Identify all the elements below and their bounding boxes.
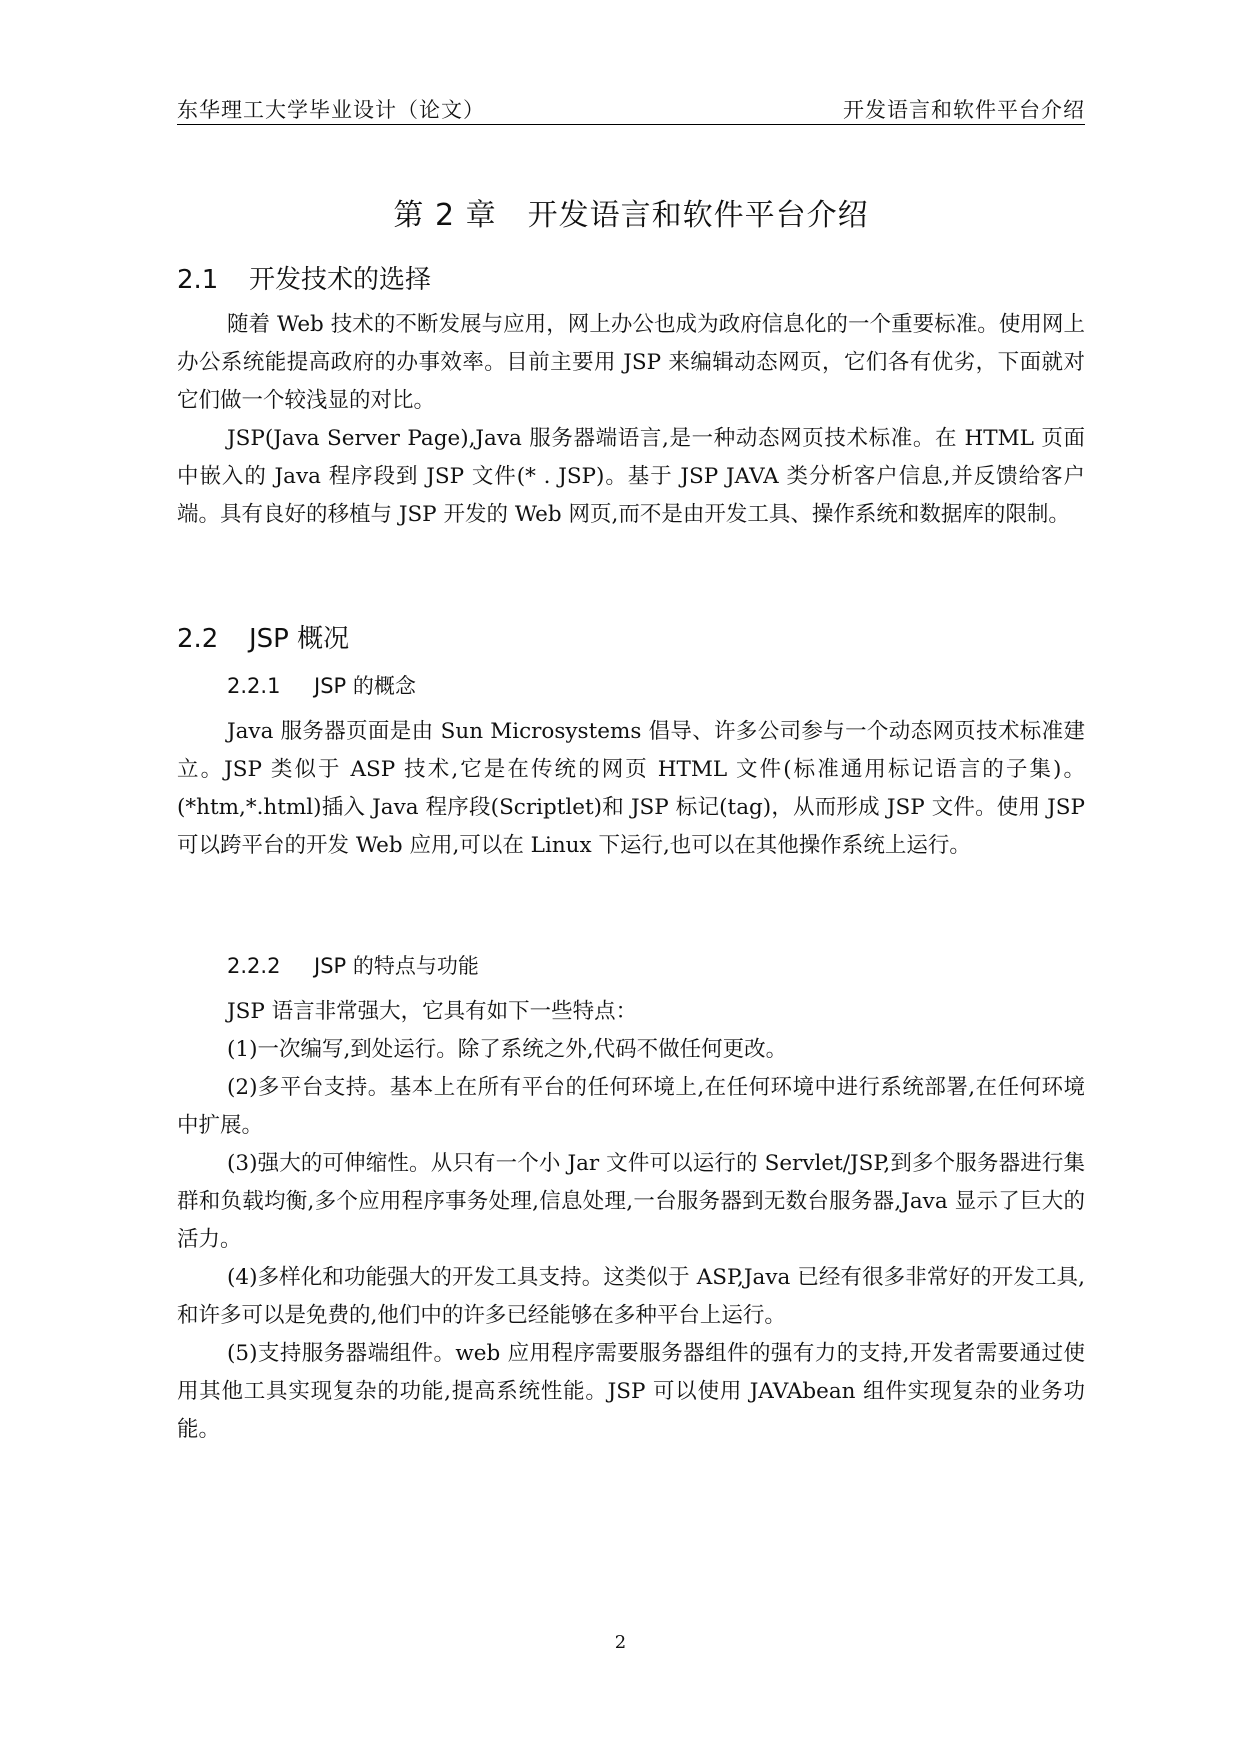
chapter-title: 第 2 章 开发语言和软件平台介绍: [393, 198, 869, 233]
page-header: [177, 94, 1085, 125]
paragraph: 随着 Web 技术的不断发展与应用，网上办公也成为政府信息化的一个重要标准。使用网上办公系统能提高政府的办事效率。目前主要用 JSP 来编辑动态网页，它们各有优劣，下面就对它们做一个较浅显的对比。: [177, 312, 1085, 413]
list-item: (3)强大的可伸缩性。从只有一个小 Jar 文件可以运行的 Servlet/JSP,到多个服务器进行集群和负载均衡,多个应用程序事务处理,信息处理,一台服务器到无数台服务器,Java 显示了巨大的活力。: [177, 1151, 1085, 1252]
section-number: 2.1: [177, 265, 219, 295]
subsection-title: JSP 的概念: [314, 674, 416, 698]
subsection-heading-2-2-2: [227, 950, 479, 980]
paragraph: Java 服务器页面是由 Sun Microsystems 倡导、许多公司参与一个动态网页技术标准建立。JSP 类似于 ASP 技术,它是在传统的网页 HTML 文件(标准通用标记语言的子集)。(*htm,*.html)插入 Java 程序段(Scriptlet)和 JSP 标记(tag)，从而形成 JSP 文件。使用 JSP 可以跨平台的开发 Web 应用,可以在 Linux 下运行,也可以在其他操作系统上运行。: [177, 719, 1085, 858]
list-item: (5)支持服务器端组件。web 应用程序需要服务器组件的强有力的支持,开发者需要通过使用其他工具实现复杂的功能,提高系统性能。JSP 可以使用 JAVAbean 组件实现复杂的业务功能。: [177, 1341, 1085, 1442]
section-heading-2-2: [177, 618, 349, 655]
section-title: JSP 概况: [249, 624, 350, 654]
list-item: (4)多样化和功能强大的开发工具支持。这类似于 ASP,Java 已经有很多非常好的开发工具,和许多可以是免费的,他们中的许多已经能够在多种平台上运行。: [177, 1265, 1085, 1328]
paragraph: JSP(Java Server Page),Java 服务器端语言,是一种动态网页技术标准。在 HTML 页面中嵌入的 Java 程序段到 JSP 文件(* . JSP)。基于 JSP JAVA 类分析客户信息,并反馈给客户端。具有良好的移植与 JSP 开发的 Web 网页,而不是由开发工具、操作系统和数据库的限制。: [177, 426, 1085, 527]
page-number: 2: [614, 1632, 627, 1653]
header-chapter-name: 开发语言和软件平台介绍: [843, 98, 1085, 122]
section-title: 开发技术的选择: [249, 265, 432, 295]
subsection-number: 2.2.2: [227, 954, 281, 978]
subsection-number: 2.2.1: [227, 674, 281, 698]
subsection-title: JSP 的特点与功能: [314, 954, 479, 978]
list-item: (2)多平台支持。基本上在所有平台的任何环境上,在任何环境中进行系统部署,在任何环境中扩展。: [177, 1075, 1085, 1138]
section-heading-2-1: [177, 259, 431, 296]
header-thesis-title: 东华理工大学毕业设计（论文）: [177, 98, 485, 122]
subsection-heading-2-2-1: [227, 670, 416, 700]
paragraph: JSP 语言非常强大，它具有如下一些特点：: [227, 999, 638, 1024]
list-item: (1)一次编写,到处运行。除了系统之外,代码不做任何更改。: [227, 1037, 788, 1062]
section-number: 2.2: [177, 624, 219, 654]
